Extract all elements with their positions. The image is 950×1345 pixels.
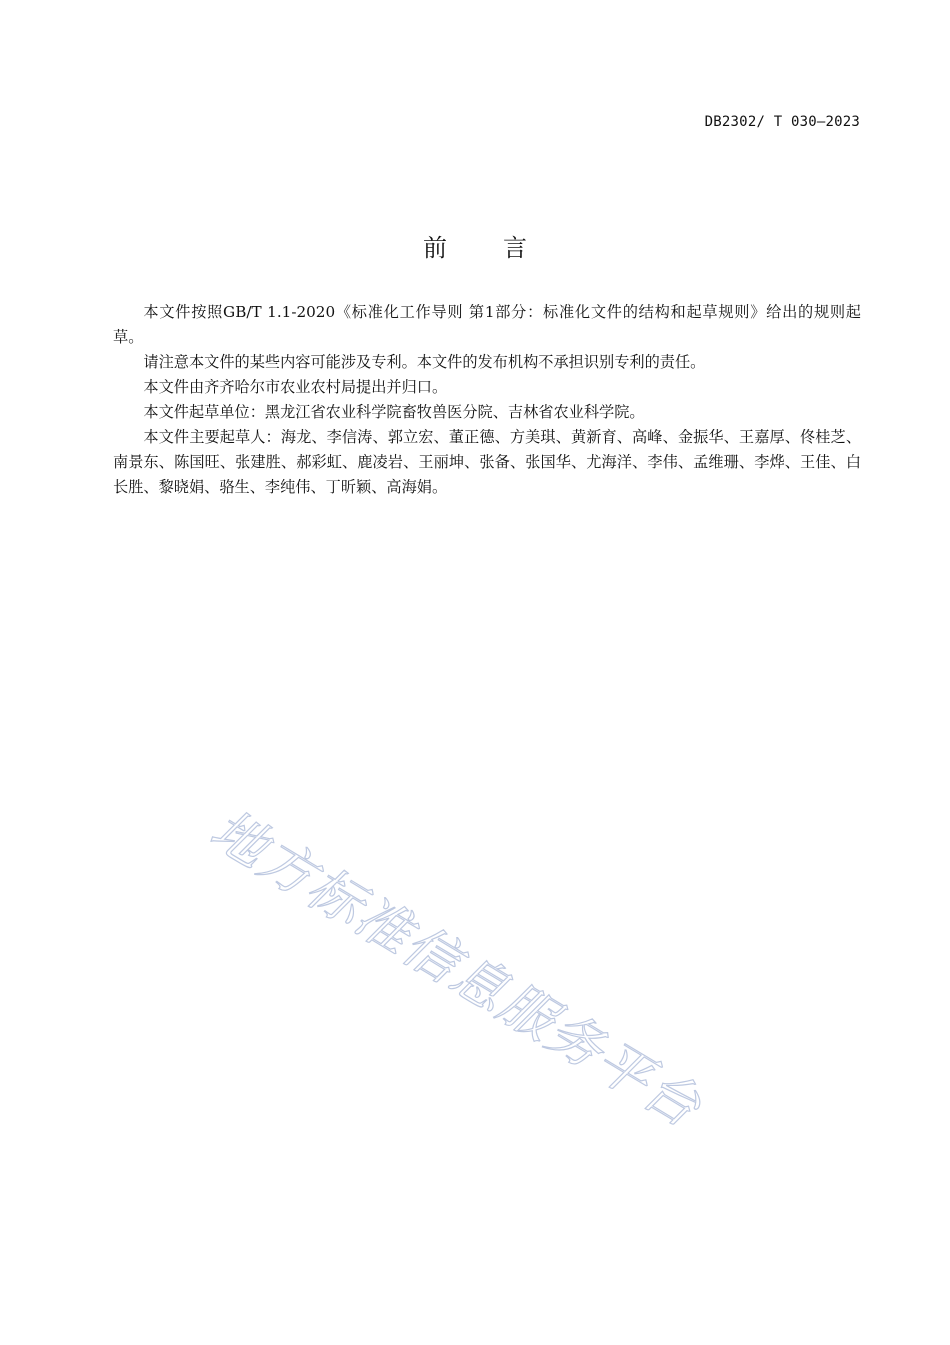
- document-code: DB2302/ T 030—2023: [704, 114, 860, 130]
- paragraph-drafting-rules: 本文件按照GB/T 1.1-2020《标准化工作导则 第1部分：标准化文件的结构和起草规则》给出的规则起草。: [113, 303, 861, 346]
- section-title: 前言: [423, 234, 583, 263]
- paragraph-patent-notice: 请注意本文件的某些内容可能涉及专利。本文件的发布机构不承担识别专利的责任。: [143, 353, 706, 371]
- paragraph-drafting-units: 本文件起草单位：黑龙江省农业科学院畜牧兽医分院、吉林省农业科学院。: [143, 403, 645, 421]
- document-body: [113, 300, 861, 500]
- paragraph-proposer: 本文件由齐齐哈尔市农业农村局提出并归口。: [143, 378, 448, 396]
- watermark: 地方标准信息服务平台: [199, 797, 713, 1140]
- paragraph-drafters: 本文件主要起草人：海龙、李信涛、郭立宏、董正德、方美琪、黄新育、高峰、金振华、王嘉厚、佟桂芝、南景东、陈国旺、张建胜、郝彩虹、鹿凌岩、王丽坤、张备、张国华、尤海洋、李伟、孟维珊、李烨、王佳、白长胜、黎晓娟、骆生、李纯伟、丁昕颖、高海娟。: [113, 428, 861, 496]
